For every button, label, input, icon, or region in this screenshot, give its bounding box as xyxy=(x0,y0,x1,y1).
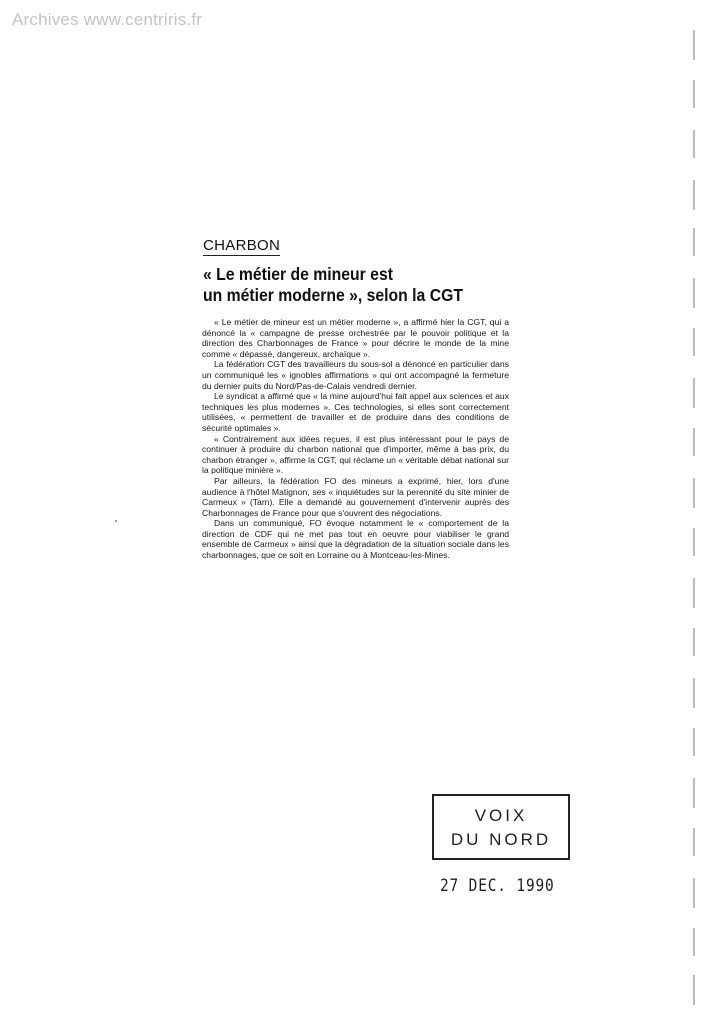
archive-watermark: Archives www.centriris.fr xyxy=(12,10,203,29)
stamp-date: 27 DEC. 1990 xyxy=(440,876,555,896)
headline-line-1: « Le métier de mineur est xyxy=(203,264,393,284)
stamp-line-2: DU NORD xyxy=(450,830,552,849)
headline-line-2: un métier moderne », selon la CGT xyxy=(203,285,463,305)
article-paragraph: Dans un communiqué, FO évoque notamment le « comportement de la direction de CDF qui ne met pas tout en oeuvre pour viabiliser le grand ensemble de Carmeux » ainsi que la dégradation de la situation sociale dans les charbonnages, que ce soit en Lorraine ou à Montceau-les-Mines. xyxy=(202,518,509,561)
section-heading: CHARBON xyxy=(203,237,281,254)
newspaper-stamp xyxy=(432,794,570,860)
binding-edge-marks xyxy=(683,0,723,1024)
stamp-line-1: VOIX xyxy=(474,806,528,825)
article-paragraph: Le syndicat a affirmé que « la mine aujourd'hui fait appel aux sciences et aux techniques les plus modernes ». Ces technologies, si elles sont correctement utilisées, « permettent de travailler et de produire dans des conditions de sécurité optimales ». xyxy=(202,391,509,433)
article-headline xyxy=(203,264,491,306)
article-paragraph: « Contrairement aux idées reçues, il est plus intéressant pour le pays de continuer à produire du charbon national que d'importer, même à bas prix, du charbon étranger », affirme la CGT, qui réclame un « véritable débat national sur la politique minière ». xyxy=(202,433,509,476)
article-paragraph: Par ailleurs, la fédération FO des mineurs a exprimé, hier, lors d'une audience à l'hôtel Matignon, ses « inquiétudes sur la perennité du site minier de Carmeux » (Tarn). Elle a demandé au gouvernement d'intervenir auprès des Charbonnages de France pour que s'ouvrent des négociations. xyxy=(202,475,509,518)
article-paragraph: « Le métier de mineur est un métier moderne », a affirmé hier la CGT, qui a dénoncé la « campagne de presse orchestrée par le pouvoir politique et la direction des Charbonnages de France » pour décrire le monde de la mine comme « dépassé, dangereux, archaïque ». xyxy=(202,317,509,359)
article-paragraph: La fédération CGT des travailleurs du sous-sol a dénoncé en particulier dans un communiqué les « ignobles affirmations » qui ont accompagné la fermeture du dernier puits du Nord/Pas-de-Calais vendredi dernier. xyxy=(202,359,509,391)
scan-speck xyxy=(115,520,117,522)
article-body xyxy=(202,317,509,561)
